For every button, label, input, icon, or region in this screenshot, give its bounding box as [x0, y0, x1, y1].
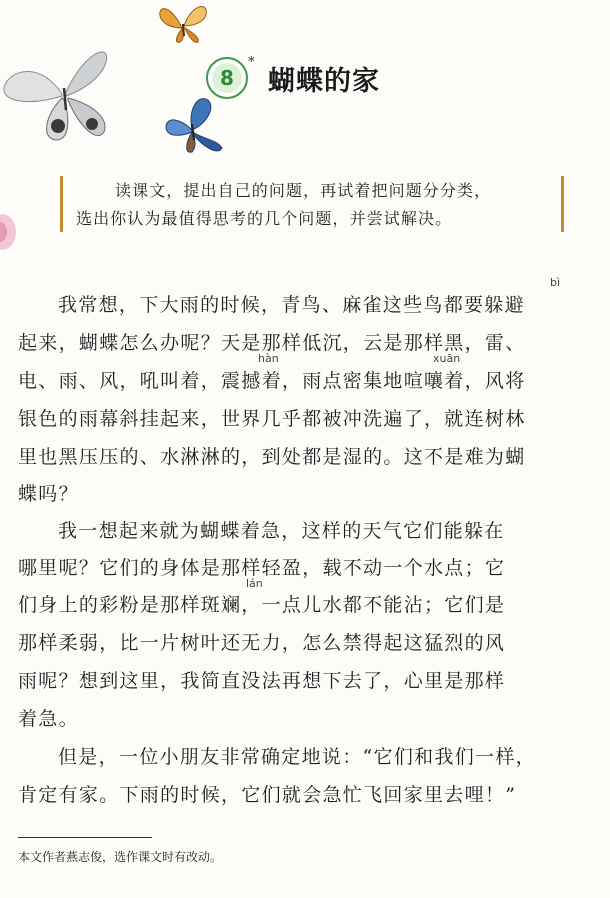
lesson-title-block: [206, 56, 380, 100]
prompt-line-1: 读课文，提出自己的问题，再试着把问题分分类，: [115, 181, 492, 200]
prompt-right-bar: [561, 176, 564, 232]
body-text-line: 里也黑压压的、水淋淋的，到处都是湿的。这不是难为蝴: [18, 446, 526, 468]
body-text-line: 雨呢？想到这里，我简直没法再想下去了，心里是那样: [18, 670, 506, 692]
pinyin-annotation: lán: [246, 577, 263, 590]
body-text-line: 我一想起来就为蝴蝶着急，这样的天气它们能躲在: [58, 520, 505, 542]
body-text-line: 着急。: [18, 708, 79, 730]
grey-butterfly-illustration: [0, 40, 120, 152]
pink-flower-fragment-illustration: [0, 210, 20, 256]
body-text-line: 那样柔弱，比一片树叶还无力，怎么禁得起这猛烈的风: [18, 632, 506, 654]
pinyin-annotation: bì: [550, 276, 561, 289]
body-text-line: 肯定有家。下雨的时候，它们就会急忙飞回家里去哩！”: [18, 784, 517, 806]
footnote: 本文作者燕志俊，选作课文时有改动。: [18, 850, 223, 864]
prompt-line-2: 选出你认为最值得思考的几个问题，并尝试解决。: [76, 209, 453, 228]
lesson-number: 8: [212, 63, 242, 93]
lesson-number-badge: [206, 55, 255, 99]
prompt-left-bar: [60, 176, 63, 232]
orange-butterfly-illustration: [154, 2, 214, 52]
reading-prompt-box: [60, 176, 564, 232]
body-text-line: 哪里呢？它们的身体是那样轻盈，载不动一个水点；它: [18, 557, 506, 579]
body-text-line: 银色的雨幕斜挂起来，世界几乎都被冲洗遍了，就连树林: [18, 408, 526, 430]
body-text-line: 电、雨、风，吼叫着，震撼着，雨点密集地喧嚷着，风将: [18, 370, 526, 392]
self-study-star-mark: *: [248, 55, 255, 70]
blue-butterfly-illustration: [162, 94, 228, 160]
pinyin-annotation: xuān: [433, 352, 461, 365]
footnote-rule: [18, 837, 152, 838]
body-text-line: 我常想，下大雨的时候，青鸟、麻雀这些鸟都要躲避: [58, 294, 525, 316]
body-text-line: 但是，一位小朋友非常确定地说：“它们和我们一样，: [58, 746, 536, 768]
lesson-title: 蝴蝶的家: [268, 65, 380, 97]
pinyin-annotation: hàn: [258, 352, 279, 365]
body-text-line: 起来，蝴蝶怎么办呢？天是那样低沉，云是那样黑，雷、: [18, 332, 526, 354]
body-text-line: 们身上的彩粉是那样斑斓，一点儿水都不能沾；它们是: [18, 594, 506, 616]
body-text-line: 蝶吗？: [18, 483, 79, 505]
